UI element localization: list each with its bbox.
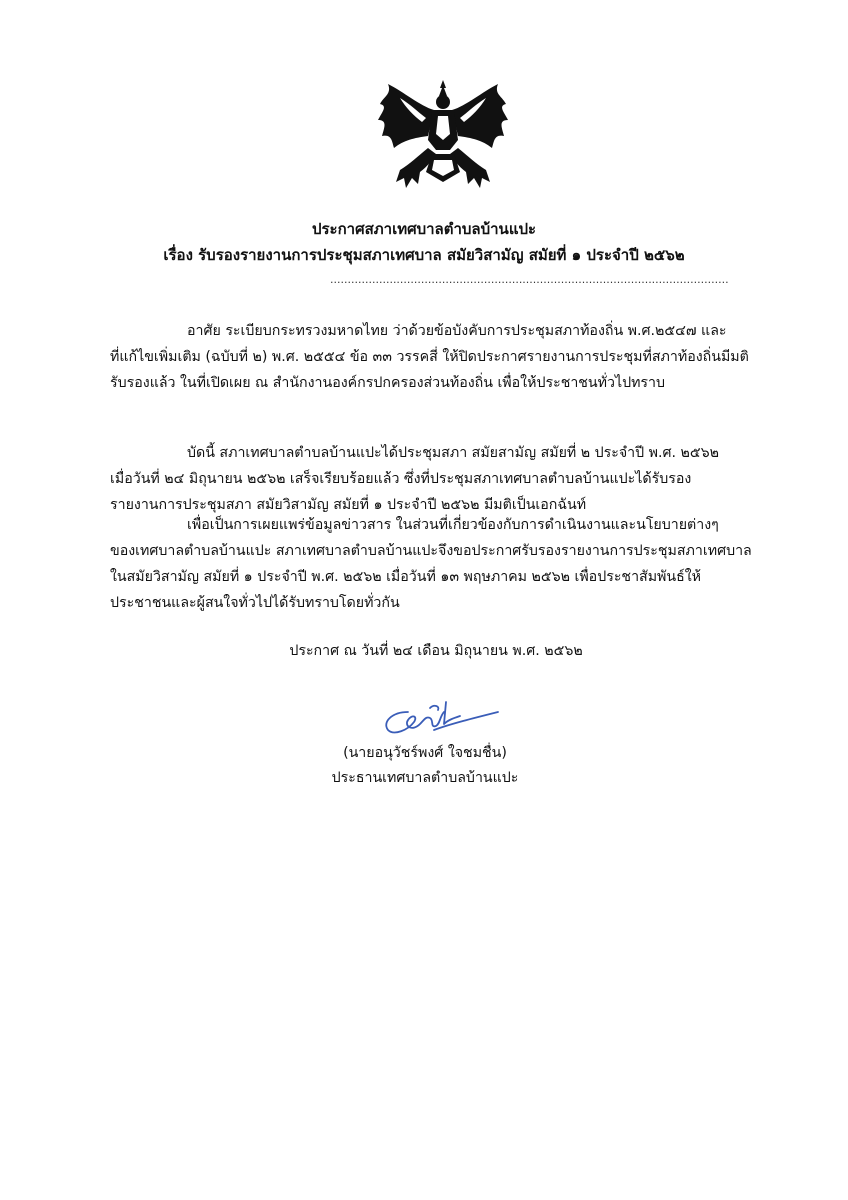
garuda-emblem-icon [370, 78, 516, 196]
title-separator: .................................................................................................................. [330, 273, 729, 286]
paragraph-line: รับรองแล้ว ในที่เปิดเผย ณ สำนักงานองค์กรปกครองส่วนท้องถิ่น เพื่อให้ประชาชนทั่วไปทราบ [110, 375, 666, 391]
paragraph-line: ของเทศบาลตำบลบ้านแปะ สภาเทศบาลตำบลบ้านแปะจึงขอประกาศรับรองรายงานการประชุมสภาเทศบาล [110, 543, 752, 559]
announcement-dateline: ประกาศ ณ วันที่ ๒๔ เดือน มิถุนายน พ.ศ. ๒๕๖๒ [289, 643, 583, 659]
signer-name: (นายอนุวัชร์พงศ์ ใจชมชื่น) [343, 745, 507, 761]
paragraph-line: ประชาชนและผู้สนใจทั่วไปได้รับทราบโดยทั่วกัน [110, 595, 400, 611]
paragraph-line: บัดนี้ สภาเทศบาลตำบลบ้านแปะได้ประชุมสภา สมัยสามัญ สมัยที่ ๒ ประจำปี พ.ศ. ๒๕๖๒ [187, 445, 719, 461]
paragraph-line: เมื่อวันที่ ๒๔ มิถุนายน ๒๕๖๒ เสร็จเรียบร้อยแล้ว ซึ่งที่ประชุมสภาเทศบาลตำบลบ้านแปะได้รับรอง [110, 471, 692, 487]
announcement-title: ประกาศสภาเทศบาลตำบลบ้านแปะ [311, 220, 537, 238]
paragraph-line: ในสมัยวิสามัญ สมัยที่ ๑ ประจำปี พ.ศ. ๒๕๖๒ เมื่อวันที่ ๑๓ พฤษภาคม ๒๕๖๒ เพื่อประชาสัมพันธ์ให้ [110, 569, 702, 585]
paragraph-line: ที่แก้ไขเพิ่มเติม (ฉบับที่ ๒) พ.ศ. ๒๕๕๔ ข้อ ๓๓ วรรคสี่ ให้ปิดประกาศรายงานการประชุมที่สภาท้องถิ่นมีมติ [110, 349, 749, 365]
paragraph-line: เพื่อเป็นการเผยแพร่ข้อมูลข่าวสาร ในส่วนที่เกี่ยวข้องกับการดำเนินงานและนโยบายต่างๆ [187, 517, 719, 533]
paragraph-2 [110, 440, 762, 518]
paragraph-1 [110, 318, 762, 396]
paragraph-3 [110, 512, 762, 616]
paragraph-line: อาศัย ระเบียบกระทรวงมหาดไทย ว่าด้วยข้อบังคับการประชุมสภาท้องถิ่น พ.ศ.๒๕๔๗ และ [187, 323, 727, 339]
signer-position: ประธานเทศบาลตำบลบ้านแปะ [331, 770, 519, 786]
announcement-subject: เรื่อง รับรองรายงานการประชุมสภาเทศบาล สมัยวิสามัญ สมัยที่ ๑ ประจำปี ๒๕๖๒ [163, 246, 685, 264]
handwritten-signature [378, 694, 502, 738]
paragraph-line: รายงานการประชุมสภา สมัยวิสามัญ สมัยที่ ๑ ประจำปี ๒๕๖๒ มีมติเป็นเอกฉันท์ [110, 497, 587, 513]
